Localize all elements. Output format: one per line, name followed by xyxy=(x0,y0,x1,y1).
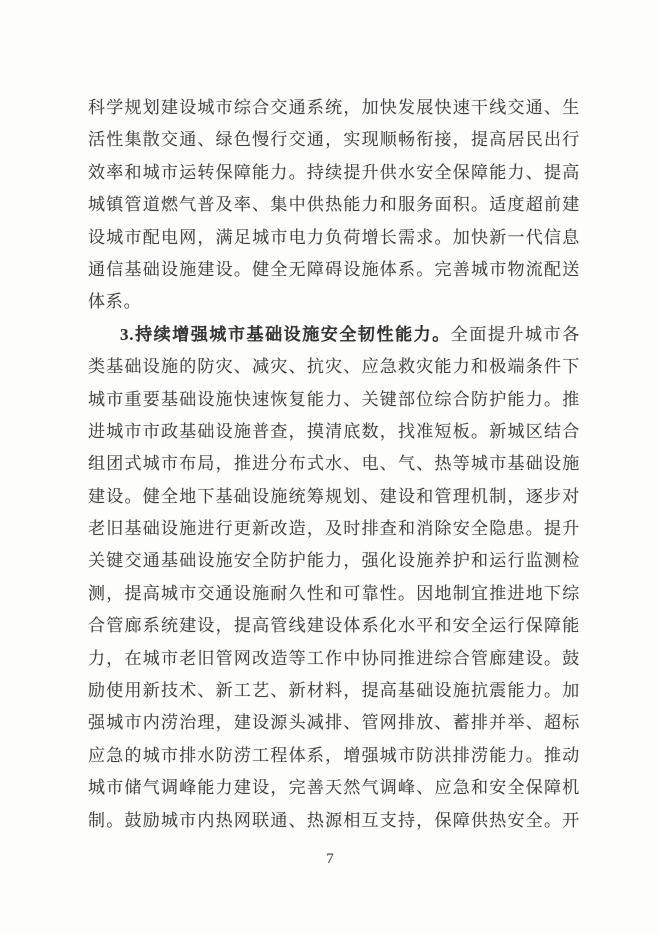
text-line: 建设。健全地下基础设施统筹规划、建设和管理机制，逐步对 xyxy=(88,486,580,506)
text-line: 体系。 xyxy=(88,292,142,312)
text-line: 测，提高城市交通设施耐久性和可靠性。因地制宜推进地下综 xyxy=(88,583,580,603)
text-line: 效率和城市运转保障能力。持续提升供水安全保障能力、提高 xyxy=(88,162,580,182)
text-line: 应急的城市排水防涝工程体系，增强城市防洪排涝能力。推动 xyxy=(88,745,580,765)
text-line: 强城市内涝治理，建设源头减排、管网排放、蓄排并举、超标 xyxy=(88,713,580,733)
text-line: 类基础设施的防灾、减灾、抗灾、应急救灾能力和极端条件下 xyxy=(88,357,580,377)
text-line: 通信基础设施建设。健全无障碍设施体系。完善城市物流配送 xyxy=(88,259,580,279)
text-line: 活性集散交通、绿色慢行交通，实现顺畅衔接，提高居民出行 xyxy=(88,130,580,150)
text-line: 进城市市政基础设施普查，摸清底数，找准短板。新城区结合 xyxy=(88,421,580,441)
page-number: 7 xyxy=(326,851,334,867)
text-line: 城镇管道燃气普及率、集中供热能力和服务面积。适度超前建 xyxy=(88,195,580,215)
text-line: 励使用新技术、新工艺、新材料，提高基础设施抗震能力。加 xyxy=(88,681,580,701)
bold-heading-text: 3.持续增强城市基础设施安全韧性能力。 xyxy=(120,324,451,344)
text-line xyxy=(88,319,580,351)
text-line: 城市重要基础设施快速恢复能力、关键部位综合防护能力。推 xyxy=(88,389,580,409)
line-text: 全面提升城市各 xyxy=(450,324,580,344)
text-line: 设城市配电网，满足城市电力负荷增长需求。加快新一代信息 xyxy=(88,227,580,247)
text-line: 合管廊系统建设，提高管线建设体系化水平和安全运行保障能 xyxy=(88,616,580,636)
text-line: 城市储气调峰能力建设，完善天然气调峰、应急和安全保障机 xyxy=(88,778,580,798)
text-line: 力，在城市老旧管网改造等工作中协同推进综合管廊建设。鼓 xyxy=(88,648,580,668)
text-line: 制。鼓励城市内热网联通、热源相互支持，保障供热安全。开 xyxy=(88,810,580,830)
text-line: 老旧基础设施进行更新改造，及时排查和消除安全隐患。提升 xyxy=(88,519,580,539)
paragraph xyxy=(88,319,580,837)
text-line: 关键交通基础设施安全防护能力，强化设施养护和运行监测检 xyxy=(88,551,580,571)
text-line: 组团式城市布局，推进分布式水、电、气、热等城市基础设施 xyxy=(88,454,580,474)
document-text-block xyxy=(88,92,580,837)
paragraph xyxy=(88,92,580,319)
text-line: 科学规划建设城市综合交通系统，加快发展快速干线交通、生 xyxy=(88,98,580,117)
